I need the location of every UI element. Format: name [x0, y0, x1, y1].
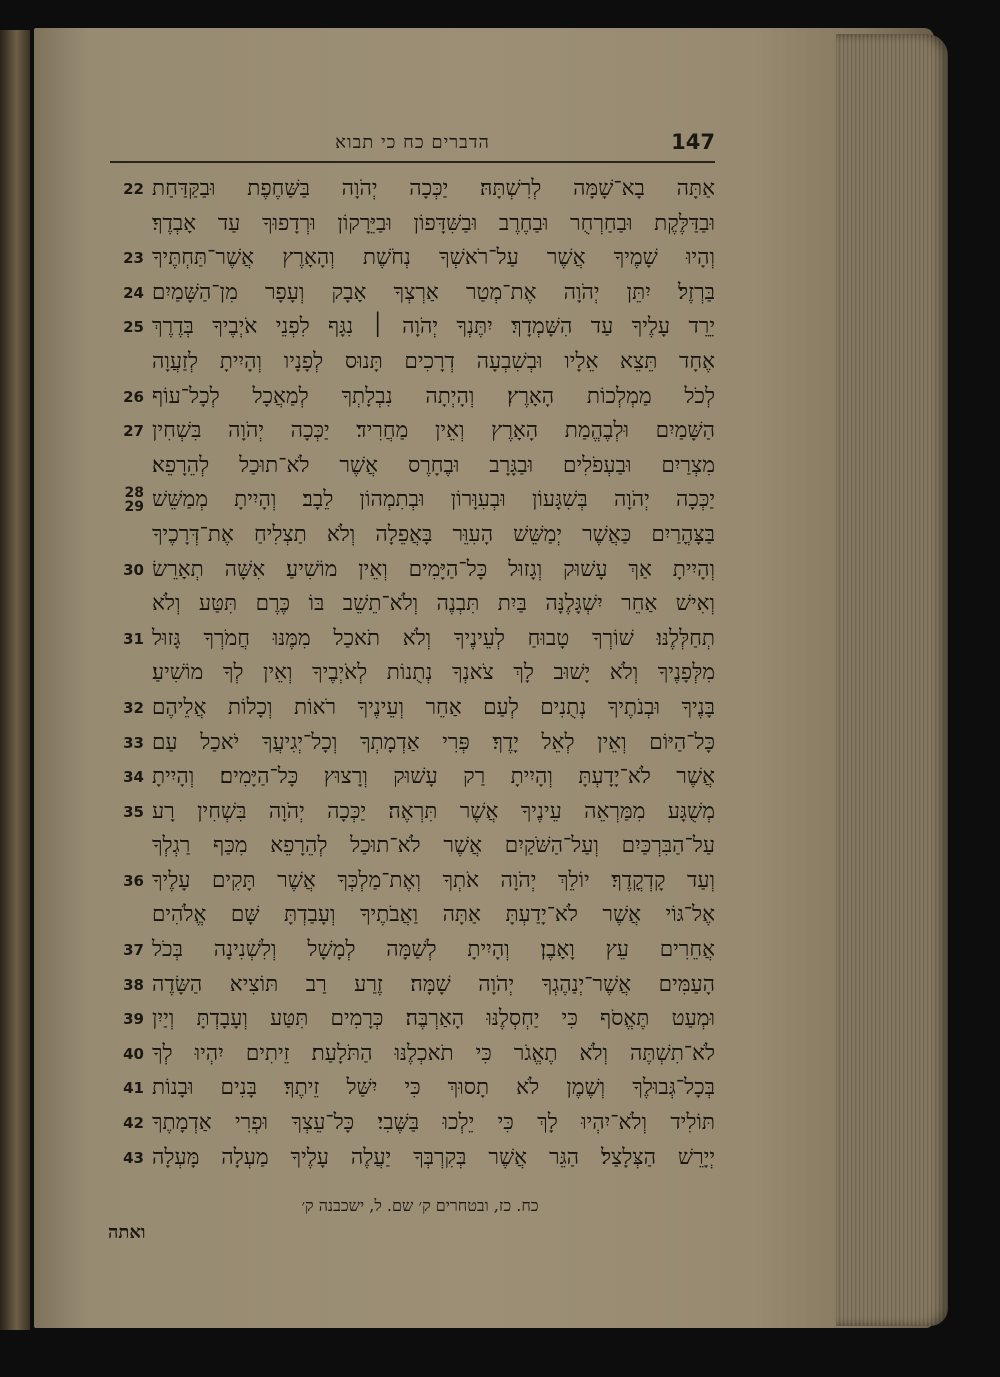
line-text: בַּצָּהֳרַיִם כַּאֲשֶׁר יְמַשֵּׁשׁ הָעִוֵּר בָּאֲפֵלָה וְלֹא תַצְלִיחַ אֶת־דְּרָכֶיךָ [152, 521, 715, 547]
line-text: בַּרְזֶל׃ יִתֵּן יְהֹוָה אֶת־מְטַר אַרְצְךָ אָבָק וְעָפָר מִן־הַשָּׁמַיִם [152, 279, 715, 305]
verse-number: 41 [123, 1079, 144, 1098]
catchword: ואתה [108, 1222, 146, 1243]
verse-number: 43 [123, 1148, 144, 1167]
line-text: וּמְעַט תֶּאֱסֹף כִּי יַחְסְלֶנּוּ הָאַרְבֶּה׃ כְּרָמִים תִּטַּע וְעָבָדְתָּ וְיַיִן [152, 1006, 715, 1032]
text-line [110, 968, 715, 1003]
verse-number: 22 [123, 180, 144, 198]
verse-number: 24 [123, 283, 144, 302]
line-text: אֲשֶׁר לֹא־יָדָעְתָּ וְהָיִיתָ רַק עָשׁוּק וְרָצוּץ כָּל־הַיָּמִים׃ וְהָיִיתָ [152, 764, 715, 790]
line-text: הַשָּׁמַיִם וּלְבֶהֱמַת הָאָרֶץ וְאֵין מַחֲרִיד׃ יַכְּכָה יְהֹוָה בִּשְׁחִין [152, 418, 715, 444]
text-line [110, 760, 715, 795]
running-head: הדברים כח כי תבוא [335, 132, 490, 153]
verse-number: 27 [123, 422, 144, 441]
verse-number: 33 [123, 733, 144, 752]
text-line [110, 933, 715, 968]
text-line [110, 241, 715, 276]
text-line [110, 518, 715, 553]
text-line [110, 656, 715, 691]
verse-number: 35 [123, 802, 144, 821]
text-line [110, 1106, 715, 1141]
text-line [110, 1037, 715, 1072]
line-text: יַכְּכָה יְהֹוָה בְּשִׁגָּעוֹן וּבְעִוָּרוֹן וּבְתִמְהוֹן לֵבָב׃ וְהָיִיתָ מְמַשֵּׁשׁ [152, 487, 715, 513]
line-text: תְחַלְּלֶנּוּ׃ שׁוֹרְךָ טָבוּחַ לְעֵינֶיךָ וְלֹא תֹאכַל מִמֶּנּוּ חֲמֹרְךָ גָּזוּל [152, 625, 715, 651]
line-text: מְשֻׁגָּע מִמַּרְאֵה עֵינֶיךָ אֲשֶׁר תִּרְאֶה׃ יַכְּכָה יְהֹוָה בִּשְׁחִין רָע [152, 798, 715, 824]
line-text: אֶחָד תֵּצֵא אֵלָיו וּבְשִׁבְעָה דְרָכִים תָּנוּס לְפָנָיו וְהָיִיתָ לְזַעֲוָה [152, 348, 715, 374]
text-line [110, 587, 715, 622]
verse-number: 39 [123, 1010, 144, 1029]
text-line [110, 1141, 715, 1176]
text-line [110, 829, 715, 864]
adjacent-page-edge [0, 30, 30, 1330]
line-text: מִלְּפָנֶיךָ וְלֹא יָשׁוּב לָךְ צֹאנְךָ נְתֻנוֹת לְאֹיְבֶיךָ וְאֵין לְךָ מוֹשִׁיעַ׃ [152, 660, 715, 686]
line-text: לֹא־תִשְׁתֶּה וְלֹא תֶאֱגֹר כִּי תֹאכְלֶנּוּ הַתֹּלָעַת׃ זֵיתִים יִהְיוּ לְךָ [152, 1040, 715, 1066]
verse-number: 30 [123, 560, 144, 579]
verse-number: 31 [123, 629, 144, 648]
text-line [110, 345, 715, 380]
verse-number: 23 [123, 249, 144, 268]
text-line [110, 207, 715, 242]
page-number: 147 [671, 130, 715, 154]
line-text: תּוֹלִיד וְלֹא־יִהְיוּ לָךְ כִּי יֵלְכוּ בַּשֶּׁבִי׃ כָּל־עֵצְךָ וּפְרִי אַדְמָתֶךָ [152, 1110, 715, 1136]
line-text: מִצְרַיִם וּבַעְפֹלִים וּבַגָּרָב וּבֶחָרֶס אֲשֶׁר לֹא־תוּכַל לְהֵרָפֵא׃ [152, 452, 715, 478]
line-text: בָּנֶיךָ וּבְנֹתֶיךָ נְתֻנִים לְעַם אַחֵר וְעֵינֶיךָ רֹאוֹת וְכָלוֹת אֲלֵיהֶם [152, 694, 715, 720]
verse-number: 25 [123, 318, 144, 337]
text-line [110, 172, 715, 207]
text-line [110, 691, 715, 726]
line-text: הָעַמִּים אֲשֶׁר־יְנַהֶגְךָ יְהֹוָה שָׁמָּה׃ זֶרַע רַב תּוֹצִיא הַשָּׂדֶה [152, 971, 715, 997]
text-line [110, 898, 715, 933]
text-line [110, 1002, 715, 1037]
text-line [110, 380, 715, 415]
text-line [110, 726, 715, 761]
verse-number: 32 [123, 698, 144, 717]
text-line [110, 795, 715, 830]
page-block-edge [836, 34, 948, 1326]
verse-number: 42 [123, 1114, 144, 1133]
text-line [110, 276, 715, 311]
verse-number: 28 29 [124, 485, 144, 516]
text-line [110, 449, 715, 484]
text-line [110, 553, 715, 588]
line-text: בְּכָל־גְּבוּלֶךָ וְשֶׁמֶן לֹא תָסוּךְ כִּי יִשַּׁל זֵיתֶךָ׃ בָּנִים וּבָנוֹת [152, 1075, 715, 1101]
verse-number: 37 [123, 941, 144, 960]
text-block [110, 172, 715, 1175]
line-text: עַל־הַבִּרְכַּיִם וְעַל־הַשֹּׁקַיִם אֲשֶׁר לֹא־תוּכַל לְהֵרָפֵא מִכַּף רַגְלְךָ [152, 833, 715, 859]
line-text: וּבַדַּלֶּקֶת וּבַחַרְחֻר וּבַחֶרֶב וּבַשִּׁדָּפוֹן וּבַיֵּרָקוֹן וּרְדָפוּךָ עַד אָבְדֶךָ׃ [152, 210, 715, 236]
line-text: וְאִישׁ אַחֵר יִשְׁגָּלֶנָּה בַּיִת תִּבְנֶה וְלֹא־תֵשֵׁב בּוֹ כֶּרֶם תִּטַּע וְלֹא [152, 591, 715, 617]
line-text: כָּל־הַיּוֹם וְאֵין לְאֵל יָדֶךָ׃ פְּרִי אַדְמָתְךָ וְכָל־יְגִיעֲךָ יֹאכַל עַם [152, 729, 715, 755]
line-text: וְהָיוּ שָׁמֶיךָ אֲשֶׁר עַל־רֹאשְׁךָ נְחֹשֶׁת וְהָאָרֶץ אֲשֶׁר־תַּחְתֶּיךָ [152, 245, 715, 271]
line-text: יֵרֵד עָלֶיךָ עַד הִשָּׁמְדָךְ׃ יִתֶּנְךָ יְהֹוָה ׀ נִגָּף לִפְנֵי אֹיְבֶיךָ בְּדֶרֶךְ [152, 314, 715, 340]
line-text: אַתָּה בָא־שָׁמָּה לְרִשְׁתָּהּ׃ יַכְּכָה יְהֹוָה בַּשַּׁחֶפֶת וּבַקַּדַּחַת [152, 176, 715, 201]
text-line [110, 864, 715, 899]
verse-number: 40 [123, 1044, 144, 1063]
verse-number: 26 [123, 387, 144, 406]
line-text: אֲחֵרִים עֵץ וָאָבֶן׃ וְהָיִיתָ לְשַׁמָּה לְמָשָׁל וְלִשְׁנִינָה בְּכֹל [152, 937, 715, 963]
header-rule [110, 161, 715, 163]
text-line [110, 310, 715, 345]
text-line [110, 483, 715, 518]
footnote: כח. כז, ובטחרים ק׳ שם. ל, ישכבנה ק׳ [301, 1196, 539, 1215]
line-text: לְכֹל מַמְלְכוֹת הָאָרֶץ׃ וְהָיְתָה נִבְלָתְךָ לְמַאֲכָל לְכָל־עוֹף [152, 383, 715, 409]
verse-number: 38 [123, 975, 144, 994]
text-line [110, 414, 715, 449]
verse-number: 36 [123, 871, 144, 890]
verse-number: 34 [123, 768, 144, 787]
page-header [110, 130, 715, 164]
text-line [110, 1071, 715, 1106]
text-line [110, 622, 715, 657]
line-text: יְיָרֵשׁ הַצְּלָצַל׃ הַגֵּר אֲשֶׁר בְּקִרְבְּךָ יַעֲלֶה עָלֶיךָ מַעְלָה מָּעְלָה [152, 1144, 715, 1170]
line-text: וְעַד קָדְקֳדֶךָ׃ יוֹלֵךְ יְהֹוָה אֹתְךָ וְאֶת־מַלְכְּךָ אֲשֶׁר תָּקִים עָלֶיךָ [152, 867, 715, 893]
line-text: וְהָיִיתָ אַךְ עָשׁוּק וְגָזוּל כָּל־הַיָּמִים וְאֵין מוֹשִׁיעַ׃ אִשָּׁה תְאָרֵשׂ [152, 556, 715, 582]
line-text: אֶל־גּוֹי אֲשֶׁר לֹא־יָדַעְתָּ אַתָּה וַאֲבֹתֶיךָ וְעָבַדְתָּ שָּׁם אֱלֹהִים [152, 902, 715, 928]
